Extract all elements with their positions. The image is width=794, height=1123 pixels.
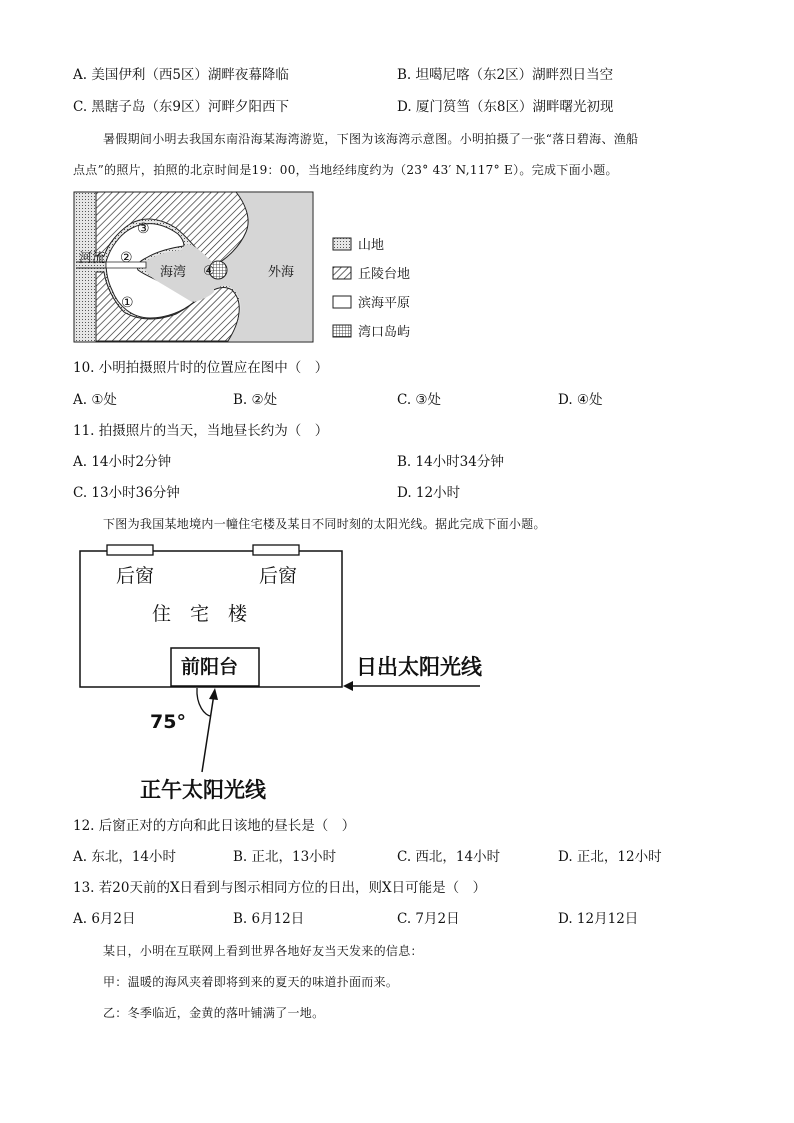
passage3-intro: 某日，小明在互联网上看到世界各地好友当天发来的信息： (103, 944, 423, 958)
q10-option-d: D. ④处 (558, 392, 603, 408)
legend-island-swatch (333, 325, 351, 337)
q13-stem: 13. 若20天前的X日看到与图示相同方位的日出，则X日可能是（ ） (73, 880, 487, 896)
q11-option-c: C. 13小时36分钟 (73, 485, 180, 501)
back-window-right-label: 后窗 (259, 565, 298, 587)
q10-option-c: C. ③处 (397, 392, 442, 408)
passage1-line1: 暑假期间小明去我国东南沿海某海湾游览，下图为该海湾示意图。小明拍摄了一张“落日碧海、渔船 (103, 132, 639, 146)
legend-hills-swatch (333, 267, 351, 279)
building-label: 住 宅 楼 (152, 603, 248, 625)
legend-mountain-swatch (333, 238, 351, 250)
q11-option-b: B. 14小时34分钟 (397, 454, 504, 470)
map-marker-4: ④ (203, 264, 215, 279)
q9-option-d: D. 厦门筼筜（东8区）湖畔曙光初现 (397, 99, 614, 115)
passage2: 下图为我国某地境内一幢住宅楼及某日不同时刻的太阳光线。据此完成下面小题。 (103, 517, 546, 531)
q10-stem: 10. 小明拍摄照片时的位置应在图中（ ） (73, 360, 329, 376)
q13-option-c: C. 7月2日 (397, 911, 460, 927)
q11-option-a: A. 14小时2分钟 (73, 454, 172, 470)
q13-option-d: D. 12月12日 (558, 911, 639, 927)
legend-mountain-label: 山地 (358, 238, 385, 253)
angle-label: 75° (150, 711, 186, 733)
back-window-left-label: 后窗 (116, 565, 155, 587)
map-label-outer-sea: 外海 (268, 265, 295, 280)
legend-island-label: 湾口岛屿 (358, 325, 411, 340)
q9-option-a: A. 美国伊利（西5区）湖畔夜幕降临 (73, 67, 289, 83)
legend-plain-label: 滨海平原 (358, 296, 411, 311)
q12-option-a: A. 东北，14小时 (73, 849, 177, 865)
passage1-line2: 点点”的照片，拍照的北京时间是19：00，当地经纬度约为（23° 43′ N,117° E）。完成下面小题。 (73, 163, 618, 177)
noon-ray-arrowhead (209, 688, 218, 700)
q11-option-d: D. 12小时 (397, 485, 461, 501)
sunrise-ray-arrowhead (343, 681, 353, 691)
map-marker-3: ③ (137, 221, 150, 237)
q11-stem: 11. 拍摄照片的当天，当地昼长约为（ ） (73, 423, 329, 439)
q10-option-a: A. ①处 (73, 392, 117, 408)
q13-option-a: A. 6月2日 (73, 911, 136, 927)
q9-option-b: B. 坦噶尼喀（东2区）湖畔烈日当空 (397, 67, 614, 83)
back-window-right-rect (253, 545, 299, 555)
back-window-left-rect (107, 545, 153, 555)
q12-stem: 12. 后窗正对的方向和此日该地的昼长是（ ） (73, 818, 356, 834)
passage3-yi: 乙：冬季临近，金黄的落叶铺满了一地。 (103, 1006, 325, 1020)
q12-option-c: C. 西北，14小时 (397, 849, 501, 865)
passage3-jia: 甲：温暖的海风夹着即将到来的夏天的味道扑面而来。 (103, 975, 399, 989)
balcony-label: 前阳台 (181, 656, 239, 678)
map-label-river: 河流 (79, 251, 106, 266)
noon-ray-line (202, 694, 214, 772)
map-label-bay: 海湾 (160, 265, 187, 280)
q9-option-c: C. 黑瞎子岛（东9区）河畔夕阳西下 (73, 99, 290, 115)
noon-ray-label: 正午太阳光线 (140, 778, 266, 802)
q12-option-b: B. 正北，13小时 (233, 849, 337, 865)
legend-hills-label: 丘陵台地 (358, 267, 411, 282)
map-marker-2: ② (120, 250, 133, 266)
q10-option-b: B. ②处 (233, 392, 278, 408)
legend-plain-swatch (333, 296, 351, 308)
map-marker-1: ① (121, 295, 134, 311)
q13-option-b: B. 6月12日 (233, 911, 305, 927)
angle-arc (197, 688, 211, 716)
sunrise-ray-label: 日出太阳光线 (356, 655, 482, 679)
q12-option-d: D. 正北，12小时 (558, 849, 662, 865)
